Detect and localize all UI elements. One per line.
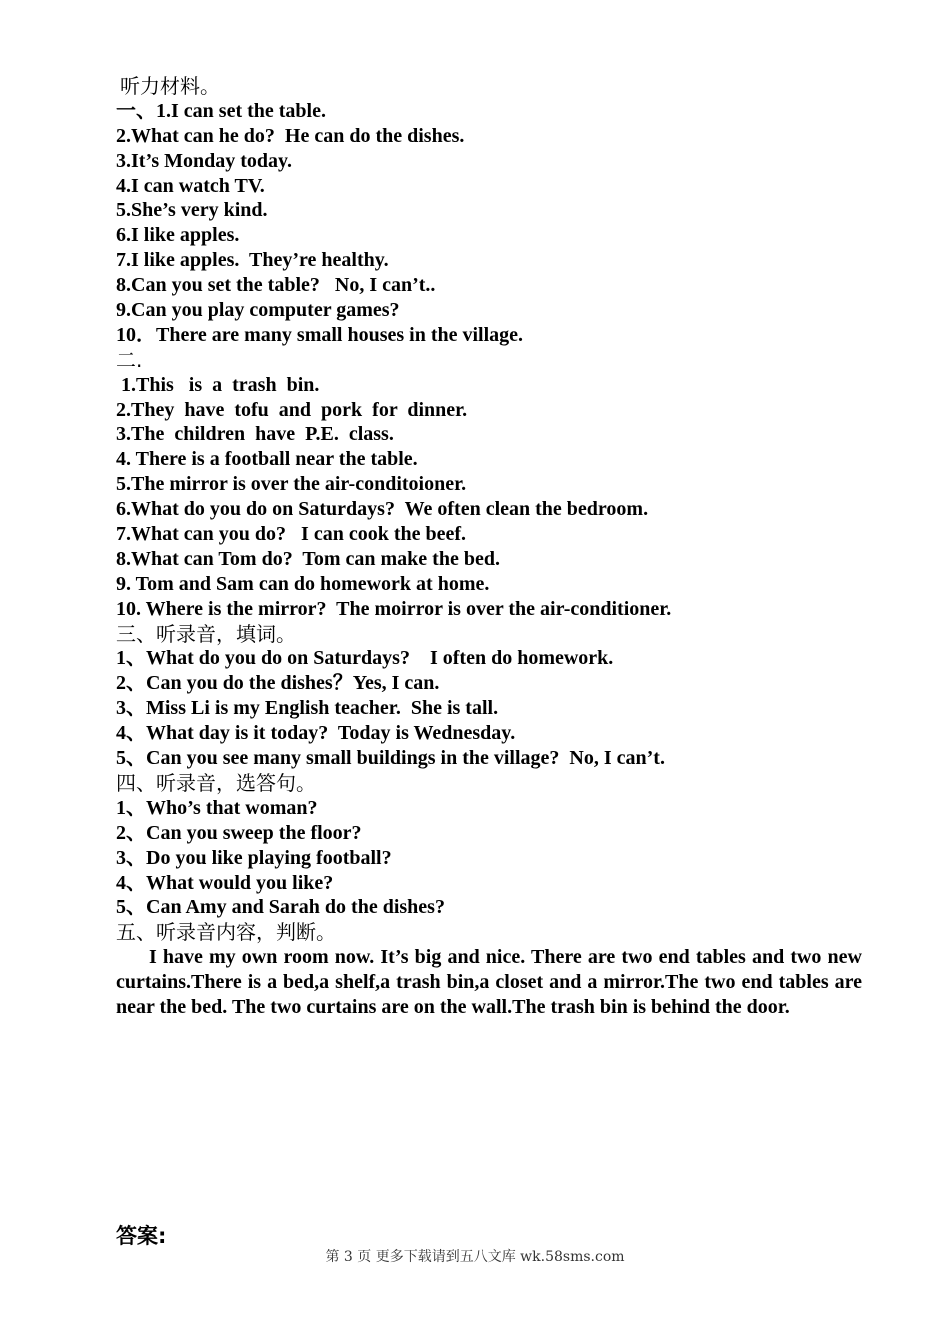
document-body [116, 74, 862, 1020]
section-5-heading: 五、听录音内容，判断。 [116, 920, 336, 945]
section-4-line: 3、Do you like playing football? [116, 846, 392, 869]
section-2-line: 2.They have tofu and pork for dinner. [116, 398, 468, 421]
section-1 [116, 99, 862, 348]
section-4-line: 5、Can Amy and Sarah do the dishes? [116, 896, 445, 919]
section-2-line: 1.This is a trash bin. [116, 373, 320, 396]
section-2-line: 9. Tom and Sam can do homework at home. [116, 572, 490, 595]
section-3-heading: 三、听录音，填词。 [116, 621, 296, 646]
section-4 [116, 771, 862, 920]
page-footer: 第 3 页 更多下载请到五八文库 wk.58sms.com [325, 1249, 625, 1265]
section-3-line: 3、Miss Li is my English teacher. She is tall. [116, 697, 499, 720]
section-4-line: 1、Who’s that woman? [116, 796, 318, 819]
page-title: 听力材料。 [120, 74, 220, 98]
section-2-line: 8.What can Tom do? Tom can make the bed. [116, 547, 500, 570]
section-1-line: 6.I like apples. [116, 224, 240, 247]
section-1-line: 8.Can you set the table? No, I can’t.. [116, 274, 436, 297]
section-1-line: 5.She’s very kind. [116, 199, 268, 222]
section-5-paragraph: I have my own room now. It’s big and nice. There are two end tables and two new curtains.There is a bed,a shelf,a trash bin,a closet and a mirror.The two end tables are near the bed. The two curtains are on the wall.The trash bin is behind the door. [116, 946, 862, 1018]
section-3-line: 1、What do you do on Saturdays? I often do homework. [116, 647, 614, 670]
section-3 [116, 622, 862, 771]
answer-label: 答案: [116, 1224, 167, 1248]
section-3-line: 2、Can you do the dishes？Yes, I can. [116, 672, 440, 695]
section-2-line: 5.The mirror is over the air-conditoioner. [116, 473, 467, 496]
section-2-line: 6.What do you do on Saturdays? We often clean the bedroom. [116, 498, 649, 521]
section-3-line: 5、Can you see many small buildings in the village? No, I can’t. [116, 747, 665, 770]
section-1-line: 3.It’s Monday today. [116, 149, 292, 172]
section-2-line: 4. There is a football near the table. [116, 448, 418, 471]
section-4-line: 2、Can you sweep the floor? [116, 821, 362, 844]
section-2-heading: 二. [116, 347, 143, 372]
section-1-line: 7.I like apples. They’re healthy. [116, 249, 389, 272]
section-1-line: 一、1.I can set the table. [116, 99, 326, 122]
section-2 [116, 348, 862, 622]
section-1-line: 10．There are many small houses in the village. [116, 323, 524, 346]
section-3-line: 4、What day is it today? Today is Wednesday. [116, 722, 516, 745]
section-1-line: 9.Can you play computer games? [116, 299, 400, 322]
section-4-line: 4、What would you like? [116, 871, 334, 894]
section-2-line: 10. Where is the mirror? The moirror is over the air-conditioner. [116, 597, 672, 620]
section-1-line: 4.I can watch TV. [116, 174, 265, 197]
section-5 [116, 920, 862, 1020]
section-2-line: 3.The children have P.E. class. [116, 423, 394, 446]
section-1-line: 2.What can he do? He can do the dishes. [116, 124, 465, 147]
section-4-heading: 四、听录音，选答句。 [116, 770, 316, 795]
section-2-line: 7.What can you do? I can cook the beef. [116, 523, 467, 546]
